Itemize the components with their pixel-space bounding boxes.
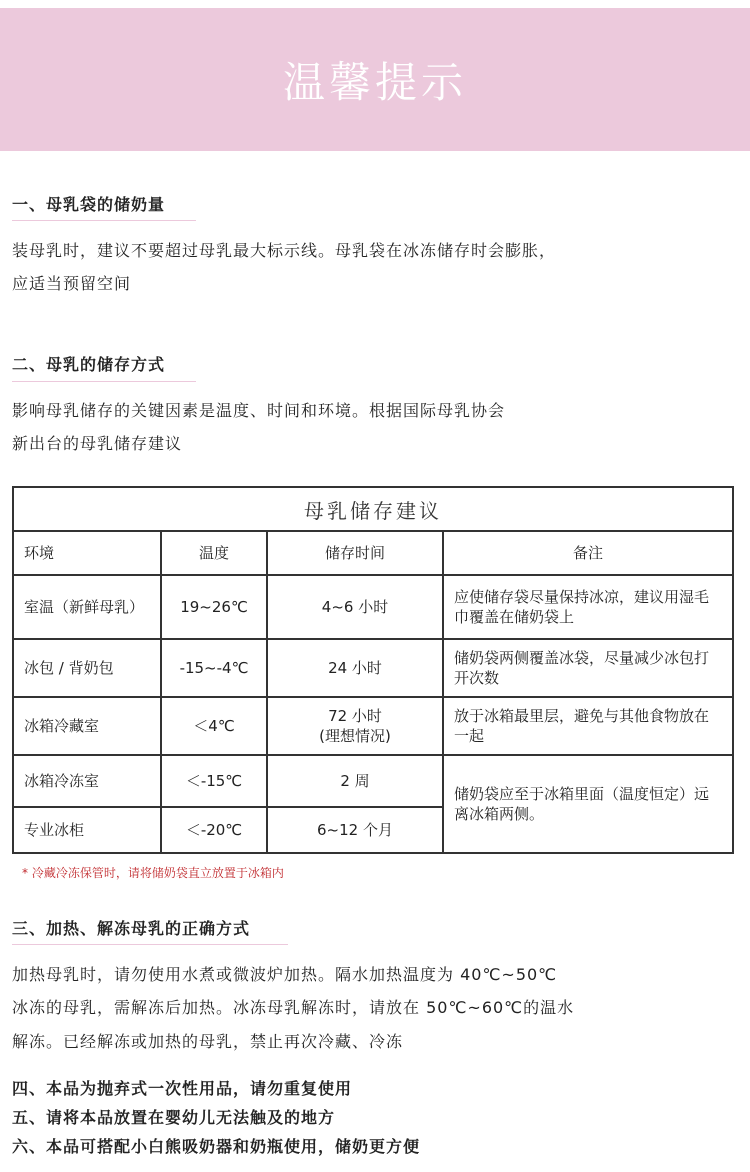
section-3-line-3: 解冻。已经解冻或加热的母乳，禁止再次冷藏、冷冻 bbox=[12, 1032, 404, 1051]
table-row-3-env: 冰箱冷藏室 bbox=[14, 698, 162, 756]
section-1-line-2: 应适当预留空间 bbox=[12, 274, 132, 293]
table-title: 母乳储存建议 bbox=[14, 488, 732, 532]
table-row-3-time: 72 小时 bbox=[328, 707, 382, 725]
table-row-2-note: 储奶袋两侧覆盖冰袋，尽量减少冰包打开次数 bbox=[444, 640, 732, 698]
table-row-4-env: 冰箱冷冻室 bbox=[14, 756, 162, 808]
table-row-1-note: 应使储存袋尽量保持冰凉，建议用湿毛巾覆盖在储奶袋上 bbox=[444, 576, 732, 640]
section-3-line-1: 加热母乳时，请勿使用水煮或微波炉加热。隔水加热温度为 40℃~50℃ bbox=[12, 965, 558, 984]
table-row-3-note: 放于冰箱最里层，避免与其他食物放在一起 bbox=[444, 698, 732, 756]
table-footnote: * 冷藏冷冻保管时，请将储奶袋直立放置于冰箱内 bbox=[22, 866, 284, 880]
header-temperature: 温度 bbox=[162, 532, 268, 576]
section-1-heading: 一、母乳袋的储奶量 bbox=[12, 195, 166, 214]
header-environment: 环境 bbox=[14, 532, 162, 576]
table-row-4-time: 2 周 bbox=[268, 756, 444, 808]
section-3-underline bbox=[12, 944, 288, 945]
table-row-4-temp: ＜-15℃ bbox=[162, 756, 268, 808]
header-notes: 备注 bbox=[444, 532, 732, 576]
table-row-2-time: 24 小时 bbox=[268, 640, 444, 698]
table-row-1-temp: 19~26℃ bbox=[162, 576, 268, 640]
table-row-1-time: 4~6 小时 bbox=[268, 576, 444, 640]
section-5-heading: 五、请将本品放置在婴幼儿无法触及的地方 bbox=[12, 1108, 336, 1127]
section-3-heading: 三、加热、解冻母乳的正确方式 bbox=[12, 919, 251, 938]
section-4-heading: 四、本品为抛弃式一次性用品，请勿重复使用 bbox=[12, 1079, 353, 1098]
section-1-line-1: 装母乳时，建议不要超过母乳最大标示线。母乳袋在冰冻储存时会膨胀， bbox=[12, 241, 557, 260]
section-2-underline bbox=[12, 381, 196, 382]
section-2-line-1: 影响母乳储存的关键因素是温度、时间和环境。根据国际母乳协会 bbox=[12, 401, 506, 420]
storage-table bbox=[12, 486, 734, 854]
table-row-3-temp: ＜4℃ bbox=[162, 698, 268, 756]
table-merged-note: 储奶袋应至于冰箱里面（温度恒定）远离冰箱两侧。 bbox=[454, 785, 710, 823]
section-6-heading: 六、本品可搭配小白熊吸奶器和奶瓶使用，储奶更方便 bbox=[12, 1137, 421, 1156]
section-3-line-2: 冰冻的母乳，需解冻后加热。冰冻母乳解冻时，请放在 50℃~60℃的温水 bbox=[12, 998, 575, 1017]
table-row-5-env: 专业冰柜 bbox=[14, 808, 162, 852]
page-title: 温馨提示 bbox=[282, 57, 467, 107]
table-row-1-env: 室温（新鲜母乳） bbox=[14, 576, 162, 640]
section-2-heading: 二、母乳的储存方式 bbox=[12, 355, 166, 374]
section-1-underline bbox=[12, 220, 196, 221]
table-row-3-time-cell bbox=[268, 698, 444, 756]
table-row-2-env: 冰包 / 背奶包 bbox=[14, 640, 162, 698]
header-banner bbox=[0, 8, 750, 151]
table-row-5-time: 6~12 个月 bbox=[268, 808, 444, 852]
header-storage-time: 储存时间 bbox=[268, 532, 444, 576]
section-2-line-2: 新出台的母乳储存建议 bbox=[12, 434, 183, 453]
table-row-3-time-note: (理想情况) bbox=[319, 727, 391, 745]
table-row-2-temp: -15~-4℃ bbox=[162, 640, 268, 698]
table-row-5-temp: ＜-20℃ bbox=[162, 808, 268, 852]
